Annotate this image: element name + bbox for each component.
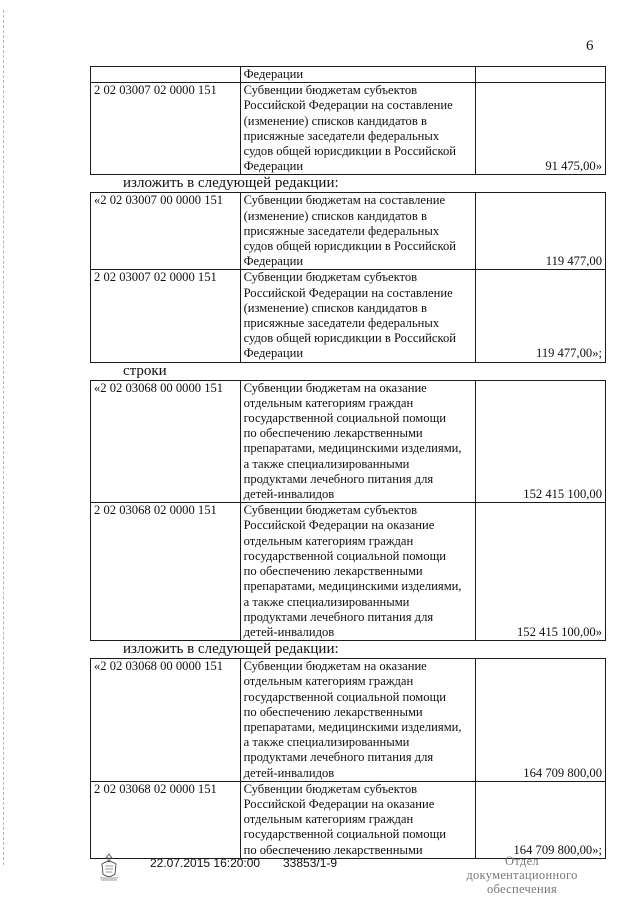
table-row — [91, 270, 606, 362]
description-line: судов общей юрисдикции в Российской — [243, 144, 457, 159]
document-body — [90, 66, 606, 859]
table-row — [91, 659, 606, 782]
budget-code-cell: 2 02 03007 02 0000 151 — [91, 270, 241, 362]
budget-code-cell: 2 02 03068 02 0000 151 — [91, 781, 241, 858]
description-line: а также специализированными — [243, 594, 410, 609]
caption-restate-1: изложить в следующей редакции: — [123, 175, 339, 192]
table-old-03007 — [90, 66, 606, 175]
amount-cell: 119 477,00 — [476, 193, 606, 270]
description-line: отдельным категориям граждан — [243, 812, 414, 827]
description-cell — [240, 193, 476, 270]
description-line: по обеспечению лекарственными — [243, 704, 423, 719]
table-row — [91, 781, 606, 858]
description-line: продуктами лечебного питания для — [243, 471, 434, 486]
description-line: а также специализированными — [243, 456, 410, 471]
budget-code-cell: «2 02 03068 00 0000 151 — [91, 659, 241, 782]
amount-cell: 119 477,00»; — [476, 270, 606, 362]
amount-cell — [476, 67, 606, 83]
description-line: Российской Федерации на составление — [243, 98, 453, 113]
description-cell — [240, 380, 476, 503]
description-line: препаратами, медицинскими изделиями, — [243, 579, 462, 594]
emblem-stamp-icon — [98, 852, 120, 882]
footer-department-line-1: Отдел документационного — [466, 854, 578, 882]
amount-cell: 152 415 100,00» — [476, 503, 606, 641]
description-line: препаратами, медицинскими изделиями, — [243, 441, 462, 456]
page-footer — [0, 852, 640, 902]
description-line: (изменение) списков кандидатов в — [243, 300, 427, 315]
description-line: судов общей юрисдикции в Российской — [243, 239, 457, 254]
description-line: Субвенции бюджетам субъектов — [243, 270, 418, 285]
table-new-03068 — [90, 658, 606, 859]
description-cell — [240, 67, 476, 83]
description-line: детей-инвалидов — [243, 487, 335, 502]
amount-cell: 91 475,00» — [476, 83, 606, 175]
footer-department-stamp — [452, 854, 592, 896]
table-old-03068 — [90, 380, 606, 641]
table-new-03007 — [90, 192, 606, 362]
description-line: детей-инвалидов — [243, 624, 335, 639]
description-line: Федерации — [243, 159, 304, 174]
description-line: детей-инвалидов — [243, 765, 335, 780]
description-cell — [240, 270, 476, 362]
footer-registration-number: 33853/1-9 — [283, 856, 338, 870]
description-line: Субвенции бюджетам субъектов — [243, 781, 418, 796]
description-cell — [240, 659, 476, 782]
description-line: Субвенции бюджетам субъектов — [243, 83, 418, 98]
description-line: Субвенции бюджетам на составление — [243, 193, 446, 208]
budget-code-cell: «2 02 03068 00 0000 151 — [91, 380, 241, 503]
description-line: по обеспечению лекарственными — [243, 564, 423, 579]
table-row — [91, 193, 606, 270]
description-line: государственной социальной помощи — [243, 827, 446, 842]
footer-department-line-2: обеспечения — [486, 882, 558, 896]
description-line: продуктами лечебного питания для — [243, 750, 434, 765]
description-line: Федерации — [243, 254, 304, 269]
description-line: отдельным категориям граждан — [243, 674, 414, 689]
description-line: отдельным категориям граждан — [243, 533, 414, 548]
description-cell — [240, 781, 476, 858]
description-line: (изменение) списков кандидатов в — [243, 208, 427, 223]
budget-code-cell: 2 02 03068 02 0000 151 — [91, 503, 241, 641]
scan-edge-line — [3, 10, 4, 865]
description-line: Федерации — [243, 346, 304, 361]
table-row — [91, 67, 606, 83]
caption-rows: строки — [123, 362, 167, 379]
description-line: Российской Федерации на составление — [243, 285, 453, 300]
caption-restate-2: изложить в следующей редакции: — [123, 641, 339, 658]
description-line: отдельным категориям граждан — [243, 395, 414, 410]
amount-cell: 152 415 100,00 — [476, 380, 606, 503]
description-line: судов общей юрисдикции в Российской — [243, 331, 457, 346]
description-cell — [240, 503, 476, 641]
description-line: а также специализированными — [243, 735, 410, 750]
amount-cell: 164 709 800,00»; — [476, 781, 606, 858]
footer-date: 22.07.2015 16:20:00 — [150, 856, 261, 870]
description-line: препаратами, медицинскими изделиями, — [243, 719, 462, 734]
description-line: Субвенции бюджетам субъектов — [243, 503, 418, 518]
amount-cell: 164 709 800,00 — [476, 659, 606, 782]
table-row — [91, 380, 606, 503]
description-line: (изменение) списков кандидатов в — [243, 113, 427, 128]
page-number: 6 — [586, 38, 594, 54]
description-line: Федерации — [243, 67, 304, 81]
description-cell — [240, 83, 476, 175]
description-line: Российской Федерации на оказание — [243, 518, 435, 533]
description-line: государственной социальной помощи — [243, 548, 446, 563]
description-line: присяжные заседатели федеральных — [243, 316, 440, 331]
description-line: по обеспечению лекарственными — [243, 426, 423, 441]
description-line: присяжные заседатели федеральных — [243, 128, 440, 143]
budget-code-cell: «2 02 03007 00 0000 151 — [91, 193, 241, 270]
description-line: по обеспечению лекарственными — [243, 842, 423, 857]
description-line: присяжные заседатели федеральных — [243, 223, 440, 238]
budget-code-cell: 2 02 03007 02 0000 151 — [91, 83, 241, 175]
table-row — [91, 83, 606, 175]
table-row — [91, 503, 606, 641]
description-line: Субвенции бюджетам на оказание — [243, 380, 427, 395]
description-line: Российской Федерации на оказание — [243, 796, 435, 811]
description-line: продуктами лечебного питания для — [243, 609, 434, 624]
description-line: государственной социальной помощи — [243, 411, 446, 426]
budget-code-cell — [91, 67, 241, 83]
description-line: Субвенции бюджетам на оказание — [243, 659, 427, 674]
description-line: государственной социальной помощи — [243, 689, 446, 704]
